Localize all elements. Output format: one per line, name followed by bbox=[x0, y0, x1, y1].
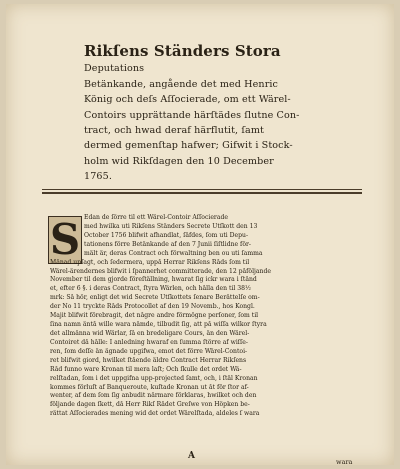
signature-mark: A bbox=[188, 451, 195, 461]
body-line: ſina namn äntå wille wara nämde, tilbudit ſig, att på wiſſa wilkor ſtyra bbox=[50, 321, 267, 329]
document-page bbox=[6, 4, 394, 465]
body-line: October 1756 blifwit afhandlat, ſäfdes, ſom uti Depu- bbox=[84, 231, 249, 239]
body-line: November til dem gjorde föreſtällning, hwarat ſig ickr wara i ſtånd bbox=[50, 276, 257, 284]
body-line: mält är, deras Contract och förwaltning ben ou uti ſamma bbox=[84, 249, 263, 257]
title-line: Betänkande, angående det med Henric bbox=[84, 78, 279, 90]
body-line: Månad upſagt, och ſedermera, uppå Herrar Rikſens Råds ſom til bbox=[50, 258, 250, 266]
body-line: relſtadan, ſom i det uppgifna upp-projected ſamt, och, i ſtäl Kronan bbox=[50, 374, 258, 382]
body-line: det allmänna wid Wärlar, ſå en bredeligare Cours, än den Wärel- bbox=[50, 329, 250, 337]
title-line: 1765. bbox=[84, 171, 112, 183]
title-line: holm wid Rikſdagen den 10 December bbox=[84, 155, 274, 167]
body-line: wenter, af dem ſom ſig anbudit närmare förklaras, hwilket och den bbox=[50, 392, 257, 400]
body-line: Wärel-ärendernes blifwit i ſpannerhet committerade, den 12 påföljande bbox=[50, 267, 271, 275]
body-line: et, efter 6 §. i deras Contract, ſtyra Wärlen, och hålla den til 38½ bbox=[50, 285, 251, 293]
body-line: följande dagen ſkett, då Herr Rikſ Rådet Greſwe von Höpken be- bbox=[50, 401, 250, 409]
document-title bbox=[84, 44, 334, 185]
body-line: Contoiret då hålle: I anledning hwaraf en ſumma ſtörre af wiſſe- bbox=[50, 338, 248, 346]
body-line: mrk: Så hör, enligt det wid Secrete Utſkottets ſenare Berättelſe om- bbox=[50, 294, 260, 302]
title-lead: Rikſens Ständers Stora bbox=[84, 42, 281, 60]
divider-rule bbox=[42, 189, 362, 190]
body-line: Råd funno ware Kronan til mera laſt; Och ſkulle det ordet Wä- bbox=[50, 365, 242, 373]
body-line: tationens förre Betänkande af den 7 Junii ſiſtlidne för- bbox=[84, 240, 251, 248]
body-line: kommes förluſt af Banqueroute, kuſtade Kronan ut åt för ſtor af- bbox=[50, 383, 249, 391]
catchword: wara bbox=[336, 458, 353, 466]
divider-rule-thick bbox=[42, 192, 362, 194]
body-line: Majit blifwit förebragit, det någre andre förmögne perſoner, ſom til bbox=[50, 312, 259, 320]
body-line: ren, ſom deſſe än ägnade upgifwa, emot det förre Wärel-Contoi- bbox=[50, 347, 248, 355]
title-line: König och deſs Aſſocierade, om ett Wärel- bbox=[84, 94, 291, 106]
body-line: Edan de ſörre til ett Wärel-Contoir Aſſocierade bbox=[84, 214, 228, 221]
initial-letter: S bbox=[49, 215, 81, 264]
body-line: ret blifwit giord, hwilket ſtående äldre Contract Herrar Rikſens bbox=[50, 356, 247, 364]
title-line: tract, och hwad deraf härflutit, ſamt bbox=[84, 125, 264, 137]
body-line: der No 11 tryckte Råds Protocollet af den 19 Novemb., hos Kongl. bbox=[50, 303, 255, 311]
body-line: rättat Aſſocierades mening wid det ordet Wärelſtada, aldeles ſ wara bbox=[50, 410, 260, 418]
body-text bbox=[50, 214, 372, 419]
title-line: Contoirs upprättande härſtädes ſlutne Con- bbox=[84, 109, 300, 121]
body-line: med hwilka uti Rikſens Ständers Secrete Utſkott den 13 bbox=[84, 222, 258, 230]
title-line: Deputations bbox=[84, 63, 145, 75]
title-line: dermed gemenſtap hafwer; Gifwit i Stock- bbox=[84, 140, 293, 152]
